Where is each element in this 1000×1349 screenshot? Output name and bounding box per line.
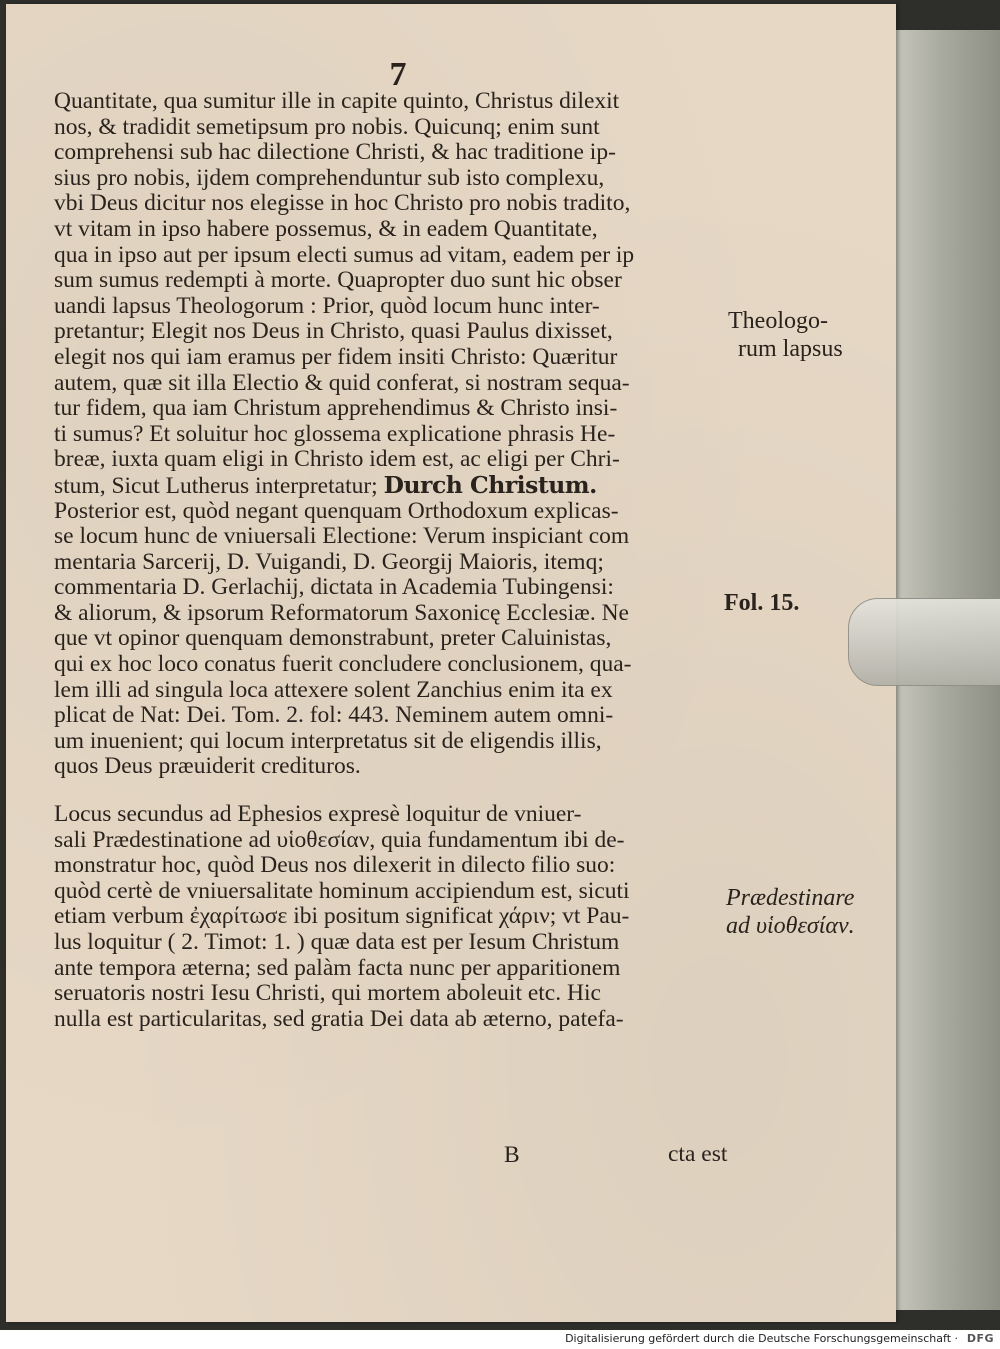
text-line: se locum hunc de vniuersali Electione: Verum inspiciant com — [54, 524, 630, 550]
fraktur-phrase: Durch Christum. — [383, 472, 597, 499]
paragraph-gap — [54, 780, 734, 802]
margin-note-line: rum lapsus — [738, 336, 843, 362]
text-line — [54, 473, 734, 499]
text-line: que vt opinor quenquam demonstrabunt, preter Caluinistas, — [54, 626, 612, 652]
text-line: quòd certè de vniuersalitate hominum accipiendum est, sicuti — [54, 878, 630, 904]
book-page — [6, 4, 896, 1322]
text-line: vt vitam in ipso habere possemus, & in eadem Quantitate, — [54, 216, 598, 242]
paragraph-1 — [54, 89, 734, 499]
text-line: tur fidem, qua iam Christum apprehendimus & Christo insi- — [54, 396, 618, 422]
paragraph-2 — [54, 499, 734, 781]
text-line: mentaria Sarcerij, D. Vuigandi, D. Georgij Maioris, itemq; — [54, 549, 604, 575]
text-line: qui ex hoc loco conatus fuerit concludere conclusionem, qua- — [54, 652, 632, 678]
text-line: lus loquitur ( 2. Timot: 1. ) quæ data est per Iesum Christum — [54, 930, 620, 955]
catchword: cta est — [668, 1141, 728, 1167]
text-line: Locus secundus ad Ephesios expresè loquitur de vniuer- — [54, 802, 582, 828]
text-line: comprehensi sub hac dilectione Christi, & hac traditione ip- — [54, 140, 616, 166]
text-line: sius pro nobis, ijdem comprehenduntur sub isto complexu, — [54, 165, 605, 191]
margin-note-line: Prædestinare — [726, 885, 855, 911]
text-line: pretantur; Elegit nos Deus in Christo, quasi Paulus dixisset, — [54, 319, 613, 345]
text-line: Posterior est, quòd negant quenquam Orthodoxum explicas- — [54, 498, 619, 524]
text-line: sali Prædestinatione ad υἱοθεσίαν, quia fundamentum ibi de- — [54, 827, 625, 853]
page-number: 7 — [389, 56, 407, 93]
text-line: plicat de Nat: Dei. Tom. 2. fol: 443. Neminem autem omni- — [54, 703, 614, 729]
signature-mark: B — [504, 1142, 520, 1168]
text-line: autem, quæ sit illa Electio & quid conferat, si nostram sequa- — [54, 370, 630, 396]
text-line: nulla est particularitas, sed gratia Dei data ab æterno, patefa- — [54, 1006, 624, 1032]
paragraph-3 — [54, 802, 734, 1032]
text-line: uandi lapsus Theologorum : Prior, quòd locum hunc inter- — [54, 293, 600, 319]
margin-note-theologorum — [728, 307, 843, 363]
text-line: commentaria D. Gerlachij, dictata in Academia Tubingensi: — [54, 575, 614, 601]
margin-note-folio: Fol. 15. — [724, 590, 800, 616]
text-line: breæ, iuxta quam eligi in Christo idem est, ac eligi per Chri- — [54, 447, 620, 473]
text-line: sum sumus redempti à morte. Quapropter duo sunt hic obser — [54, 268, 622, 294]
dfg-logo-icon: DFG — [966, 1332, 994, 1345]
text-line-start: stum, Sicut Lutherus interpretatur; — [54, 472, 378, 499]
text-line: ante tempora æterna; sed palàm facta nunc per apparitionem — [54, 955, 621, 981]
text-line: seruatoris nostri Iesu Christi, qui mortem aboleuit etc. Hic — [54, 981, 601, 1007]
text-line: elegit nos qui iam eramus per fidem insiti Christo: Quæritur — [54, 344, 618, 370]
text-line: um inuenient; qui locum interpretatus sit de eligendis illis, — [54, 728, 602, 754]
funding-credit: Digitalisierung gefördert durch die Deutsche Forschungsgemeinschaft · — [565, 1332, 958, 1345]
text-line: Quantitate, qua sumitur ille in capite quinto, Christus dilexit — [54, 89, 620, 114]
text-line: lem illi ad singula loca attexere solent Zanchius enim ita ex — [54, 677, 613, 703]
page-clip — [848, 598, 1000, 686]
main-text-block — [54, 89, 734, 1032]
text-line: vbi Deus dicitur nos elegisse in hoc Christo pro nobis tradito, — [54, 191, 631, 217]
text-line: quos Deus præuiderit credituros. — [54, 754, 361, 780]
margin-note-praedestinare — [726, 884, 855, 940]
margin-note-line: Theologo- — [728, 308, 828, 334]
text-line: etiam verbum ἐχαρίτωσε ibi positum significat χάριν; vt Pau- — [54, 904, 630, 930]
text-line: ti sumus? Et soluitur hoc glossema explicatione phrasis He- — [54, 421, 616, 447]
text-line: qua in ipso aut per ipsum electi sumus ad vitam, eadem per ip — [54, 242, 635, 268]
text-line: & aliorum, & ipsorum Reformatorum Saxonicę Ecclesiæ. Ne — [54, 600, 629, 626]
text-line: nos, & tradidit semetipsum pro nobis. Quicunq; enim sunt — [54, 114, 600, 140]
text-line: monstratur hoc, quòd Deus nos dilexerit in dilecto filio suo: — [54, 853, 616, 879]
footer-bar — [0, 1330, 1000, 1349]
margin-note-line: ad υἱοθεσίαν. — [726, 913, 855, 939]
